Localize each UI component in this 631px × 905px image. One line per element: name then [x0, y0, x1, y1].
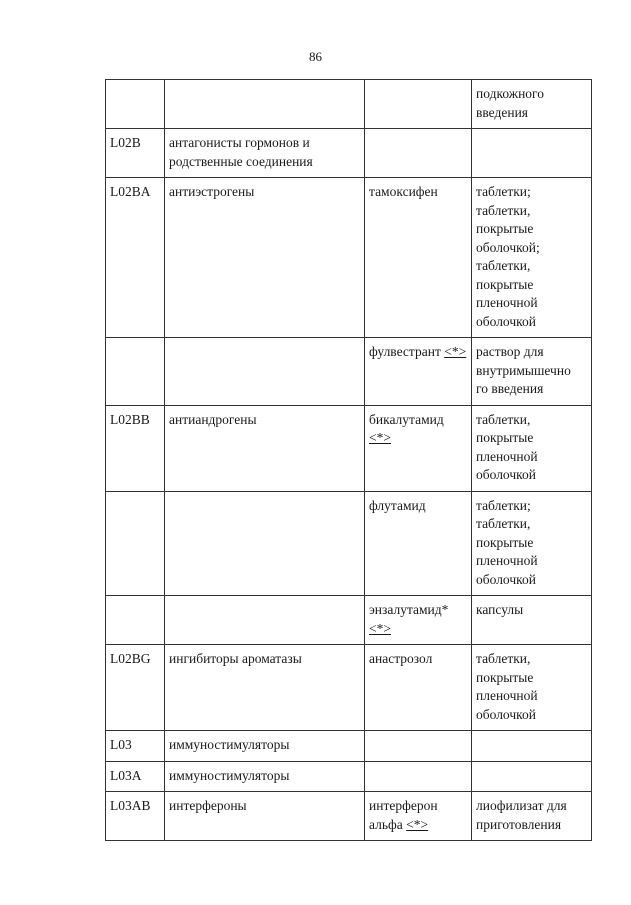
dosage-form-line: таблетки, [476, 651, 531, 666]
dosage-form-line: пленочной [476, 295, 538, 310]
drug-name: тамоксифен [369, 184, 438, 199]
atc-code-cell: L02BG [106, 645, 165, 731]
atc-code-cell [106, 491, 165, 596]
dosage-form-cell [472, 129, 592, 178]
group-name-cell: антагонисты гормонов и родственные соединения [165, 129, 365, 178]
dosage-form-cell [472, 405, 592, 491]
group-name-cell: ингибиторы ароматазы [165, 645, 365, 731]
dosage-form-cell [472, 491, 592, 596]
dosage-form-line: пленочной [476, 448, 538, 464]
dosage-form-line: таблетки; [476, 184, 531, 199]
table-row [106, 491, 592, 596]
dosage-form-line: раствор для [476, 344, 544, 359]
group-name-cell [165, 596, 365, 645]
atc-code-cell [106, 80, 165, 129]
atc-code-cell: L02B [106, 129, 165, 178]
dosage-form-cell [472, 178, 592, 338]
dosage-form-line: приготовления [476, 816, 562, 832]
dosage-form-line: таблетки, [476, 411, 531, 427]
table-row [106, 645, 592, 731]
drug-name-cell [365, 80, 472, 129]
table-row [106, 761, 592, 792]
dosage-form-line: внутримышечно [476, 362, 571, 378]
dosage-form-line: оболочкой [476, 467, 536, 482]
dosage-form-cell [472, 792, 592, 841]
atc-code-cell: L03A [106, 761, 165, 792]
dosage-form-line: го введения [476, 381, 544, 396]
atc-code-cell: L02BA [106, 178, 165, 338]
dosage-form-cell [472, 338, 592, 406]
drug-classification-table [105, 79, 592, 841]
table-row [106, 80, 592, 129]
group-name-cell: иммуностимуляторы [165, 761, 365, 792]
group-name-cell: антиэстрогены [165, 178, 365, 338]
dosage-form-cell [472, 731, 592, 762]
dosage-form-line: оболочкой; [476, 239, 540, 255]
dosage-form-line: таблетки; [476, 497, 531, 513]
group-name-cell [165, 80, 365, 129]
drug-name-cell [365, 338, 472, 406]
group-name-cell [165, 338, 365, 406]
drug-name: фулвестрант [369, 344, 441, 359]
drug-name-cell [365, 645, 472, 731]
dosage-form-line: покрытые [476, 534, 534, 550]
drug-name-cell [365, 178, 472, 338]
atc-code-cell: L02BB [106, 405, 165, 491]
dosage-form-cell [472, 80, 592, 129]
drug-name-cell [365, 596, 472, 645]
dosage-form-line: покрытые [476, 276, 534, 292]
page-number: 86 [309, 49, 322, 64]
dosage-form-line: пленочной [476, 553, 538, 568]
dosage-form-line: оболочкой [476, 313, 536, 329]
atc-code-cell [106, 338, 165, 406]
dosage-form-line: таблетки, [476, 516, 531, 531]
footnote-link[interactable]: <*> [444, 344, 467, 359]
table-row [106, 792, 592, 841]
table-body [106, 80, 592, 841]
dosage-form-cell [472, 645, 592, 731]
dosage-form-line: покрытые [476, 669, 534, 685]
atc-code-cell [106, 596, 165, 645]
drug-name-cell [365, 405, 472, 491]
drug-name-cell [365, 792, 472, 841]
atc-code-cell: L03 [106, 731, 165, 762]
drug-name: флутамид [369, 497, 426, 513]
drug-name-cell [365, 129, 472, 178]
drug-name-cell [365, 491, 472, 596]
group-name-cell: антиандрогены [165, 405, 365, 491]
table-row [106, 731, 592, 762]
dosage-form-cell [472, 761, 592, 792]
dosage-form-line: таблетки, [476, 258, 531, 273]
drug-name-cell [365, 761, 472, 792]
group-name-cell: иммуностимуляторы [165, 731, 365, 762]
dosage-form-line: капсулы [476, 602, 524, 617]
drug-name: анастрозол [369, 651, 433, 666]
table-row [106, 596, 592, 645]
dosage-form-line: оболочкой [476, 706, 536, 722]
dosage-form-line: покрытые [476, 221, 534, 236]
atc-code-cell: L03AB [106, 792, 165, 841]
dosage-form-line: лиофилизат для [476, 798, 567, 813]
drug-name: энзалутамид* [369, 602, 449, 617]
dosage-form-line: покрытые [476, 430, 534, 445]
dosage-form-line: введения [476, 104, 529, 120]
drug-name: бикалутамид [369, 411, 444, 427]
dosage-form-line: оболочкой [476, 571, 536, 587]
drug-name: интерферон альфа [369, 798, 438, 832]
table-row [106, 405, 592, 491]
table-row [106, 129, 592, 178]
dosage-form-line: таблетки, [476, 202, 531, 218]
table-row [106, 178, 592, 338]
drug-name-cell [365, 731, 472, 762]
group-name-cell [165, 491, 365, 596]
dosage-form-cell [472, 596, 592, 645]
table-row [106, 338, 592, 406]
dosage-form-line: пленочной [476, 688, 538, 703]
dosage-form-line: подкожного [476, 86, 544, 101]
footnote-link[interactable]: <*> [369, 430, 391, 445]
footnote-link[interactable]: <*> [406, 816, 429, 832]
footnote-link[interactable]: <*> [369, 620, 391, 636]
group-name-cell: интерфероны [165, 792, 365, 841]
